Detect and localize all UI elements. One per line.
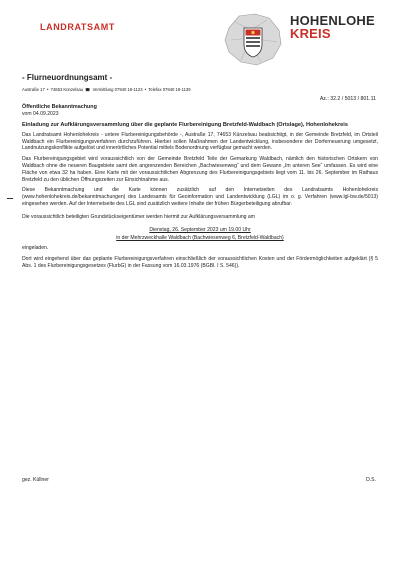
paragraph-4: Die voraussichtlich beteiligten Grundstückseigentümer werden hiermit zur Aufklärungsversammlung am [22, 213, 256, 220]
notice-date: vom 04.09.2023 [22, 110, 59, 117]
paragraph-5: Dort wird eingehend über das geplante Flurbereinigungsverfahren einschließlich der voraussichtlichen Kosten und der Fördermöglichkeiten aufgeklärt (§ 5 Abs. 1 des Flurbereinigungsgesetzes (FlurbG) in der Fassung vom 16.03.1976 (BGBl. I S. 546)). [22, 255, 378, 269]
signature-right: D.S. [366, 477, 376, 483]
fax-number: Telefax 07940 18-1139 [148, 87, 191, 92]
file-reference: Az.: 32.2 / 5013 / 801.11 [319, 96, 376, 102]
separator-dot: • [144, 87, 147, 92]
phone-number: Vermittlung 07940 18-1123 [92, 87, 143, 92]
district-map-seal-icon [221, 10, 285, 68]
meeting-date: Dienstag, 26. September 2023 um 19.00 Uhr [149, 226, 251, 233]
brand-line-1: HOHENLOHE [290, 13, 375, 28]
address-street: Austraße 17 [22, 87, 45, 92]
signature-left: gez. Küllner [22, 477, 49, 483]
paragraph-2: Das Flurbereinigungsgebiet wird voraussichtlich von der Gemeinde Bretzfeld Teile der Gemarkung Waldbach, nämlich den historischen Ortskern von Waldbach ohne die neueren Baugebiete samt den angrenzenden Bereichen „Bachwiesenweg“ und dem Gewann „Im unteren See“ umfassen. Es wird eine Fläche von etwa 32 ha haben. Eine Karte mit der voraussichtlichen Abgrenzung des Flurbereinigungsgebiets liegt vom 11. bis 26. September im Rathaus Bretzfeld zu den üblichen Öffnungszeiten zur Einsichtnahme aus. [22, 156, 378, 183]
hohenlohekreis-brand [290, 14, 375, 40]
brand-line-2: KREIS [290, 26, 331, 41]
office-address-line [22, 87, 191, 92]
office-name: - Flurneuordnungsamt - [22, 73, 113, 82]
phone-icon: ☎ [85, 87, 91, 92]
landratsamt-logo-text: LANDRATSAMT [40, 22, 115, 32]
notice-type: Öffentliche Bekanntmachung [22, 104, 97, 110]
address-city: 74653 Künzelsau [50, 87, 83, 92]
notice-title: Einladung zur Aufklärungsversammlung über die geplante Flurbereinigung Bretzfeld-Waldbach (Ortslage), Hohenlohekreis [22, 121, 348, 128]
fold-mark [7, 198, 13, 199]
paragraph-3: Diese Bekanntmachung und die Karte können zusätzlich auf den Internetseiten des Landratsamts Hohenlohekreis (www.hohenlohekreis.de/bekanntmachungen) des Landesamts für Geoinformation und Landentwicklung (LGL) im o. g. Verfahren (www.lgl-bw.de/5013) eingesehen werden. Auf der Internetseite des LGL sind zusätzlich weitere Inhalte der frühen Bürgerbeteiligung abrufbar. [22, 187, 378, 207]
paragraph-1: Das Landratsamt Hohenlohekreis - untere Flurbereinigungsbehörde -, Austraße 17, 74653 Künzelsau beabsichtigt, in der Gemeinde Bretzfeld, im Ortsteil Waldbach ein Flurbereinigungsverfahren durchzuführen. Hierbei sollen Maßnahmen der Landentwicklung, insbesondere der Dorferneuerung umgesetzt, Landnutzungskonflikte aufgelöst und innerörtliches Potential mittels Bodenordnung verfügbar gemacht werden. [22, 131, 378, 152]
notice-body [22, 104, 378, 274]
separator-dot: • [46, 87, 49, 92]
meeting-place: in der Mehrzweckhalle Waldbach (Bachwiesenweg 6, Bretzfeld-Waldbach) [116, 235, 284, 242]
invited-text: eingeladen. [22, 245, 49, 252]
